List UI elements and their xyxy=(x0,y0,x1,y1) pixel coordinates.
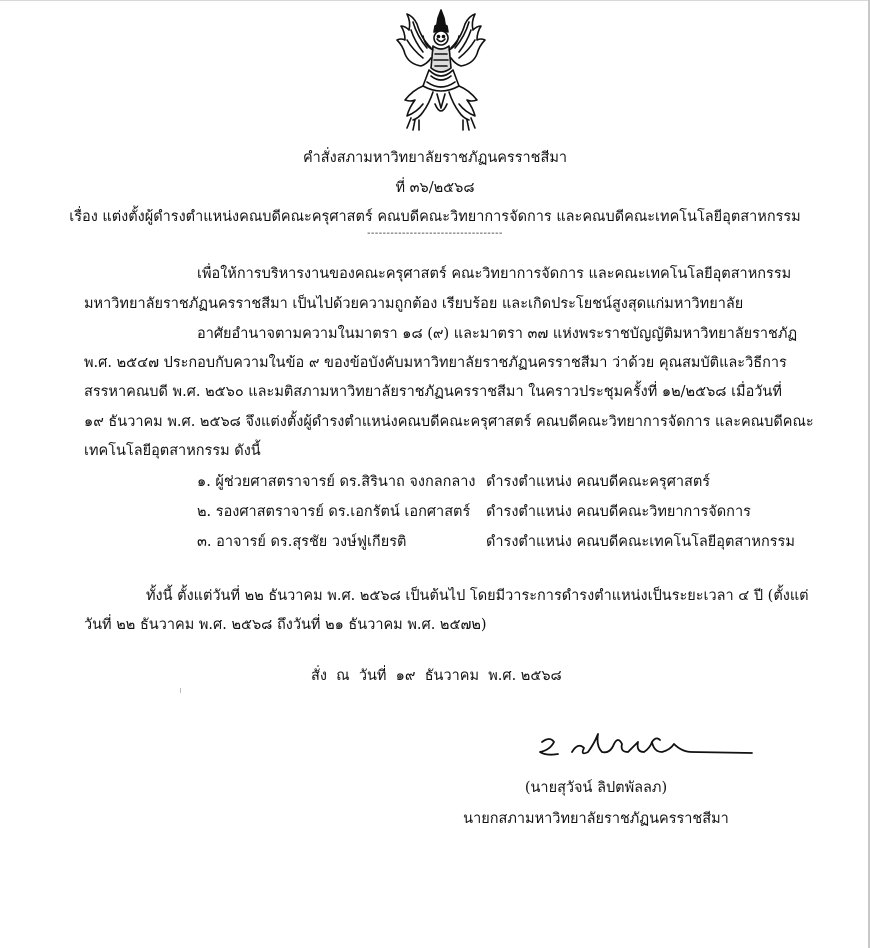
appointee-row xyxy=(0,470,870,492)
garuda-emblem-icon xyxy=(393,8,489,136)
signatory-title: นายกสภามหาวิทยาลัยราชภัฏนครราชสีมา xyxy=(463,811,729,827)
appointee-row xyxy=(0,500,870,522)
paragraph-2-line-4: ๑๙ ธันวาคม พ.ศ. ๒๕๖๘ จึงแต่งตั้งผู้ดำรงตำแหน่งคณบดีคณะครุศาสตร์ คณบดีคณะวิทยาการจัดการ และคณบดีคณะ xyxy=(84,414,814,430)
signatory-name: (นายสุวัจน์ ลิปตพัลลภ) xyxy=(524,780,668,796)
paragraph-3-line-2: วันที่ ๒๒ ธันวาคม พ.ศ. ๒๕๖๘ ถึงวันที่ ๒๑ ธันวาคม พ.ศ. ๒๕๗๒) xyxy=(84,617,487,633)
handwritten-signature xyxy=(532,722,754,770)
paragraph-1-line-2: มหาวิทยาลัยราชภัฏนครราชสีมา เป็นไปด้วยความถูกต้อง เรียบร้อย และเกิดประโยชน์สูงสุดแก่มหาวิทยาลัย xyxy=(84,296,744,312)
paragraph-2-line-3: สรรหาคณบดี พ.ศ. ๒๕๖๐ และมติสภามหาวิทยาลัยราชภัฏนครราชสีมา ในคราวประชุมครั้งที่ ๑๒/๒๕๖๘ เมื่อวันที่ xyxy=(84,384,782,400)
appointee-name: ๓. อาจารย์ ดร.สุรชัย วงษ์ฟูเกียรติ xyxy=(197,534,407,550)
paragraph-2-line-2: พ.ศ. ๒๕๔๗ ประกอบกับความในข้อ ๙ ของข้อบังคับมหาวิทยาลัยราชภัฏนครราชสีมา ว่าด้วย คุณสมบัติและวิธีการ xyxy=(84,355,787,371)
appointee-role: ดำรงตำแหน่ง คณบดีคณะครุศาสตร์ xyxy=(486,474,711,490)
order-title: คำสั่งสภามหาวิทยาลัยราชภัฏนครราชสีมา xyxy=(302,150,568,166)
order-subject: เรื่อง แต่งตั้งผู้ดำรงตำแหน่งคณบดีคณะครุศาสตร์ คณบดีคณะวิทยาการจัดการ และคณบดีคณะเทคโนโลยีอุตสาหกรรม xyxy=(69,209,801,225)
paragraph-3-line-1: ทั้งนี้ ตั้งแต่วันที่ ๒๒ ธันวาคม พ.ศ. ๒๕๖๘ เป็นต้นไป โดยมีวาระการดำรงตำแหน่งเป็นระยะเวลา ๔ ปี (ตั้งแต่ xyxy=(146,588,809,604)
page-border-top xyxy=(0,0,870,1)
appointee-name: ๒. รองศาสตราจารย์ ดร.เอกรัตน์ เอกศาสตร์ xyxy=(197,504,471,520)
appointee-row xyxy=(0,530,870,552)
paragraph-2-line-1: อาศัยอำนาจตามความในมาตรา ๑๘ (๙) และมาตรา ๓๗ แห่งพระราชบัญญัติมหาวิทยาลัยราชภัฏ xyxy=(197,326,798,342)
paragraph-2-line-5: เทคโนโลยีอุตสาหกรรม ดังนี้ xyxy=(84,443,261,459)
order-date: สั่ง ณ วันที่ ๑๙ ธันวาคม พ.ศ. ๒๕๖๘ xyxy=(311,668,562,684)
appointee-role: ดำรงตำแหน่ง คณบดีคณะเทคโนโลยีอุตสาหกรรม xyxy=(486,534,795,550)
order-number: ที่ ๓๖/๒๕๖๘ xyxy=(395,180,475,196)
appointee-role: ดำรงตำแหน่ง คณบดีคณะวิทยาการจัดการ xyxy=(486,504,751,520)
divider: ----------------------------------- xyxy=(367,228,503,239)
paragraph-1-line-1: เพื่อให้การบริหารงานของคณะครุศาสตร์ คณะวิทยาการจัดการ และคณะเทคโนโลยีอุตสาหกรรม xyxy=(197,266,792,282)
appointee-name: ๑. ผู้ช่วยศาสตราจารย์ ดร.สิรินาถ จงกลกลาง xyxy=(197,474,476,490)
scan-speck xyxy=(180,688,181,693)
